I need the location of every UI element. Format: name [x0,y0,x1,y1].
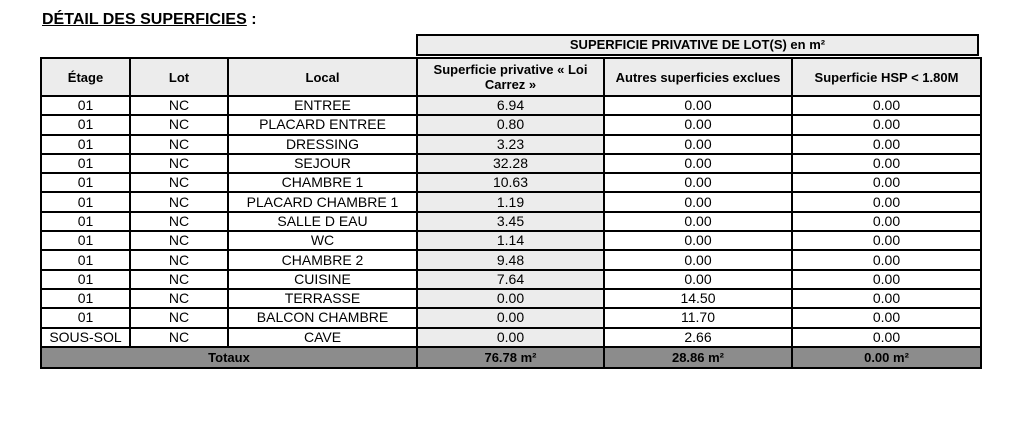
cell-lot: NC [130,154,228,173]
table-header-row [41,58,981,96]
cell-local: CUISINE [228,270,417,289]
column-header-etage: Étage [41,58,130,96]
cell-carrez: 3.45 [417,212,604,231]
cell-autres: 0.00 [604,231,792,250]
group-header-superficie-privative: SUPERFICIE PRIVATIVE DE LOT(S) en m² [416,34,979,56]
cell-local: CAVE [228,328,417,347]
cell-hsp: 0.00 [792,231,981,250]
cell-carrez: 3.23 [417,135,604,154]
table-row [41,96,981,115]
cell-autres: 0.00 [604,173,792,192]
cell-etage: 01 [41,308,130,327]
cell-autres: 0.00 [604,115,792,134]
table-row [41,192,981,211]
cell-etage: 01 [41,250,130,269]
cell-autres: 14.50 [604,289,792,308]
cell-local: BALCON CHAMBRE [228,308,417,327]
cell-hsp: 0.00 [792,308,981,327]
table-row [41,270,981,289]
cell-autres: 0.00 [604,212,792,231]
cell-hsp: 0.00 [792,270,981,289]
cell-etage: 01 [41,231,130,250]
cell-autres: 11.70 [604,308,792,327]
cell-hsp: 0.00 [792,250,981,269]
cell-autres: 0.00 [604,270,792,289]
total-hsp: 0.00 m² [792,347,981,368]
cell-local: CHAMBRE 1 [228,173,417,192]
cell-hsp: 0.00 [792,212,981,231]
table-row [41,289,981,308]
cell-autres: 0.00 [604,96,792,115]
cell-carrez: 32.28 [417,154,604,173]
total-autres: 28.86 m² [604,347,792,368]
cell-hsp: 0.00 [792,173,981,192]
cell-carrez: 6.94 [417,96,604,115]
cell-local: ENTREE [228,96,417,115]
cell-local: TERRASSE [228,289,417,308]
cell-carrez: 10.63 [417,173,604,192]
cell-local: SALLE D EAU [228,212,417,231]
table-row [41,212,981,231]
cell-autres: 0.00 [604,154,792,173]
cell-lot: NC [130,212,228,231]
column-header-hsp: Superficie HSP < 1.80M [792,58,981,96]
cell-etage: SOUS-SOL [41,328,130,347]
cell-local: CHAMBRE 2 [228,250,417,269]
superficies-table [40,57,982,369]
cell-carrez: 1.14 [417,231,604,250]
cell-autres: 0.00 [604,192,792,211]
cell-carrez: 1.19 [417,192,604,211]
cell-lot: NC [130,289,228,308]
cell-hsp: 0.00 [792,289,981,308]
table-row [41,328,981,347]
cell-lot: NC [130,250,228,269]
cell-local: PLACARD ENTREE [228,115,417,134]
cell-etage: 01 [41,289,130,308]
cell-lot: NC [130,231,228,250]
cell-carrez: 0.00 [417,328,604,347]
cell-lot: NC [130,173,228,192]
table-row [41,115,981,134]
cell-local: DRESSING [228,135,417,154]
cell-local: WC [228,231,417,250]
column-header-lot: Lot [130,58,228,96]
cell-autres: 0.00 [604,135,792,154]
cell-autres: 2.66 [604,328,792,347]
table-row [41,231,981,250]
cell-hsp: 0.00 [792,135,981,154]
cell-etage: 01 [41,115,130,134]
cell-lot: NC [130,192,228,211]
cell-etage: 01 [41,135,130,154]
cell-hsp: 0.00 [792,192,981,211]
cell-carrez: 9.48 [417,250,604,269]
cell-hsp: 0.00 [792,328,981,347]
cell-carrez: 7.64 [417,270,604,289]
table-row [41,173,981,192]
totals-label: Totaux [41,347,417,368]
total-carrez: 76.78 m² [417,347,604,368]
table-row [41,154,981,173]
cell-hsp: 0.00 [792,96,981,115]
cell-local: PLACARD CHAMBRE 1 [228,192,417,211]
cell-carrez: 0.00 [417,289,604,308]
cell-carrez: 0.00 [417,308,604,327]
cell-etage: 01 [41,154,130,173]
totals-row [41,347,981,368]
table-row [41,250,981,269]
cell-etage: 01 [41,96,130,115]
cell-lot: NC [130,308,228,327]
cell-etage: 01 [41,212,130,231]
page-title: DÉTAIL DES SUPERFICIES : [42,11,257,28]
cell-carrez: 0.80 [417,115,604,134]
cell-lot: NC [130,135,228,154]
cell-etage: 01 [41,270,130,289]
cell-etage: 01 [41,192,130,211]
cell-lot: NC [130,115,228,134]
cell-hsp: 0.00 [792,154,981,173]
table-row [41,135,981,154]
cell-lot: NC [130,96,228,115]
cell-lot: NC [130,328,228,347]
cell-etage: 01 [41,173,130,192]
cell-autres: 0.00 [604,250,792,269]
column-header-carrez: Superficie privative « Loi Carrez » [417,58,604,96]
cell-hsp: 0.00 [792,115,981,134]
table-row [41,308,981,327]
cell-lot: NC [130,270,228,289]
cell-local: SEJOUR [228,154,417,173]
column-header-local: Local [228,58,417,96]
column-header-autres: Autres superficies exclues [604,58,792,96]
table-body [41,96,981,347]
